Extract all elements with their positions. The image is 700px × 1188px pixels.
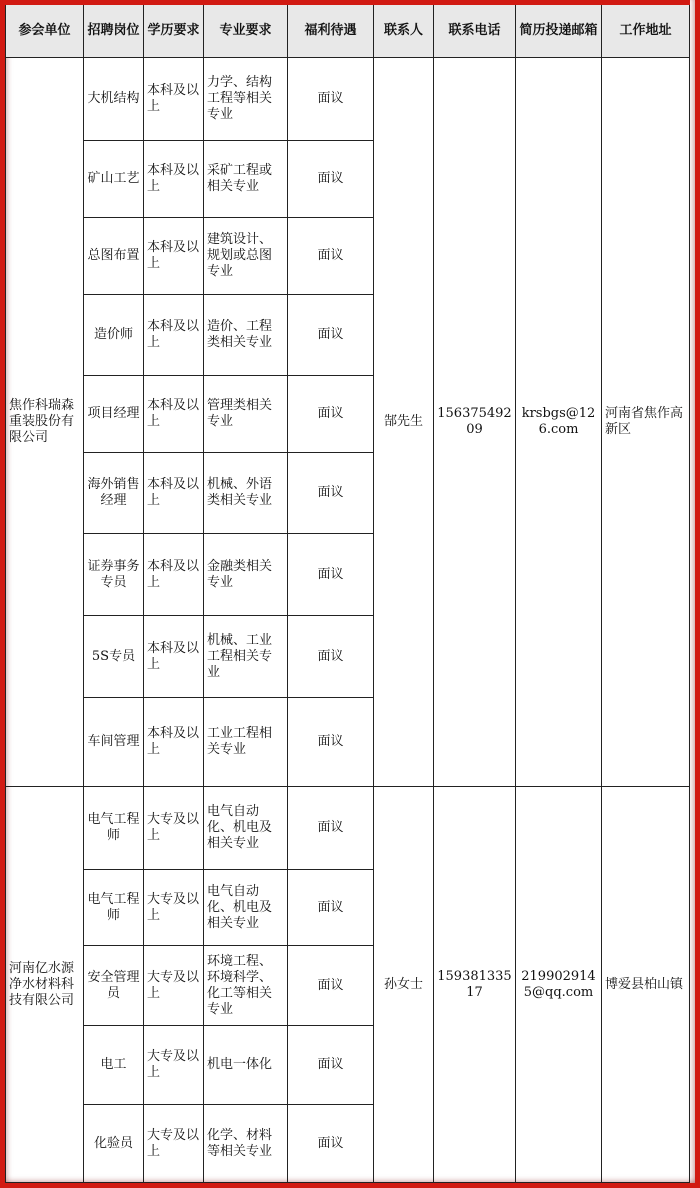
job-benefits: 面议: [288, 534, 374, 616]
job-major: 机械、外语类相关专业: [204, 453, 288, 534]
contact-person: 孙女士: [374, 787, 434, 1183]
job-major: 采矿工程或相关专业: [204, 141, 288, 218]
job-title: 电气工程师: [84, 870, 144, 946]
header-benefits: 福利待遇: [288, 3, 374, 58]
company-name: 焦作科瑞森重装股份有限公司: [6, 58, 84, 787]
job-benefits: 面议: [288, 698, 374, 787]
job-title: 总图布置: [84, 218, 144, 295]
job-major: 机电一体化: [204, 1026, 288, 1105]
job-major: 机械、工业工程相关专业: [204, 616, 288, 698]
job-benefits: 面议: [288, 946, 374, 1026]
job-benefits: 面议: [288, 1026, 374, 1105]
job-education: 本科及以上: [144, 141, 204, 218]
header-phone: 联系电话: [434, 3, 516, 58]
job-education: 大专及以上: [144, 1026, 204, 1105]
company-name: 河南亿水源净水材料科技有限公司: [6, 787, 84, 1183]
job-title: 项目经理: [84, 376, 144, 453]
header-position: 招聘岗位: [84, 3, 144, 58]
job-title: 电气工程师: [84, 787, 144, 870]
job-major: 管理类相关专业: [204, 376, 288, 453]
header-contact: 联系人: [374, 3, 434, 58]
job-major: 力学、结构工程等相关专业: [204, 58, 288, 141]
job-major: 工业工程相关专业: [204, 698, 288, 787]
job-major: 金融类相关专业: [204, 534, 288, 616]
contact-person: 郜先生: [374, 58, 434, 787]
job-education: 本科及以上: [144, 218, 204, 295]
job-education: 大专及以上: [144, 787, 204, 870]
contact-phone: 15637549209: [434, 58, 516, 787]
job-benefits: 面议: [288, 58, 374, 141]
job-title: 海外销售经理: [84, 453, 144, 534]
job-title: 化验员: [84, 1105, 144, 1183]
table-row: [6, 787, 690, 870]
job-major: 造价、工程类相关专业: [204, 295, 288, 376]
job-education: 本科及以上: [144, 534, 204, 616]
job-title: 5S专员: [84, 616, 144, 698]
job-title: 矿山工艺: [84, 141, 144, 218]
job-title: 安全管理员: [84, 946, 144, 1026]
job-title: 电工: [84, 1026, 144, 1105]
job-major: 电气自动化、机电及相关专业: [204, 787, 288, 870]
job-benefits: 面议: [288, 870, 374, 946]
header-major: 专业要求: [204, 3, 288, 58]
job-education: 本科及以上: [144, 295, 204, 376]
job-education: 本科及以上: [144, 58, 204, 141]
job-title: 车间管理: [84, 698, 144, 787]
job-benefits: 面议: [288, 616, 374, 698]
header-row: [6, 3, 690, 58]
job-benefits: 面议: [288, 376, 374, 453]
header-email: 简历投递邮箱: [516, 3, 602, 58]
job-education: 本科及以上: [144, 376, 204, 453]
job-education: 大专及以上: [144, 1105, 204, 1183]
job-benefits: 面议: [288, 1105, 374, 1183]
job-benefits: 面议: [288, 787, 374, 870]
job-education: 本科及以上: [144, 453, 204, 534]
job-education: 大专及以上: [144, 870, 204, 946]
resume-email: 2199029145@qq.com: [516, 787, 602, 1183]
job-education: 本科及以上: [144, 616, 204, 698]
job-title: 大机结构: [84, 58, 144, 141]
header-education: 学历要求: [144, 3, 204, 58]
job-major: 建筑设计、规划或总图专业: [204, 218, 288, 295]
job-education: 大专及以上: [144, 946, 204, 1026]
contact-phone: 15938133517: [434, 787, 516, 1183]
table-row: [6, 58, 690, 141]
work-address: 河南省焦作高新区: [602, 58, 690, 787]
job-major: 环境工程、环境科学、化工等相关专业: [204, 946, 288, 1026]
job-benefits: 面议: [288, 218, 374, 295]
resume-email: krsbgs@126.com: [516, 58, 602, 787]
work-address: 博爱县柏山镇: [602, 787, 690, 1183]
job-major: 电气自动化、机电及相关专业: [204, 870, 288, 946]
job-title: 造价师: [84, 295, 144, 376]
recruitment-table: [5, 0, 690, 1183]
header-address: 工作地址: [602, 3, 690, 58]
job-education: 本科及以上: [144, 698, 204, 787]
job-major: 化学、材料等相关专业: [204, 1105, 288, 1183]
job-benefits: 面议: [288, 141, 374, 218]
header-company: 参会单位: [6, 3, 84, 58]
job-title: 证券事务专员: [84, 534, 144, 616]
job-benefits: 面议: [288, 453, 374, 534]
job-benefits: 面议: [288, 295, 374, 376]
